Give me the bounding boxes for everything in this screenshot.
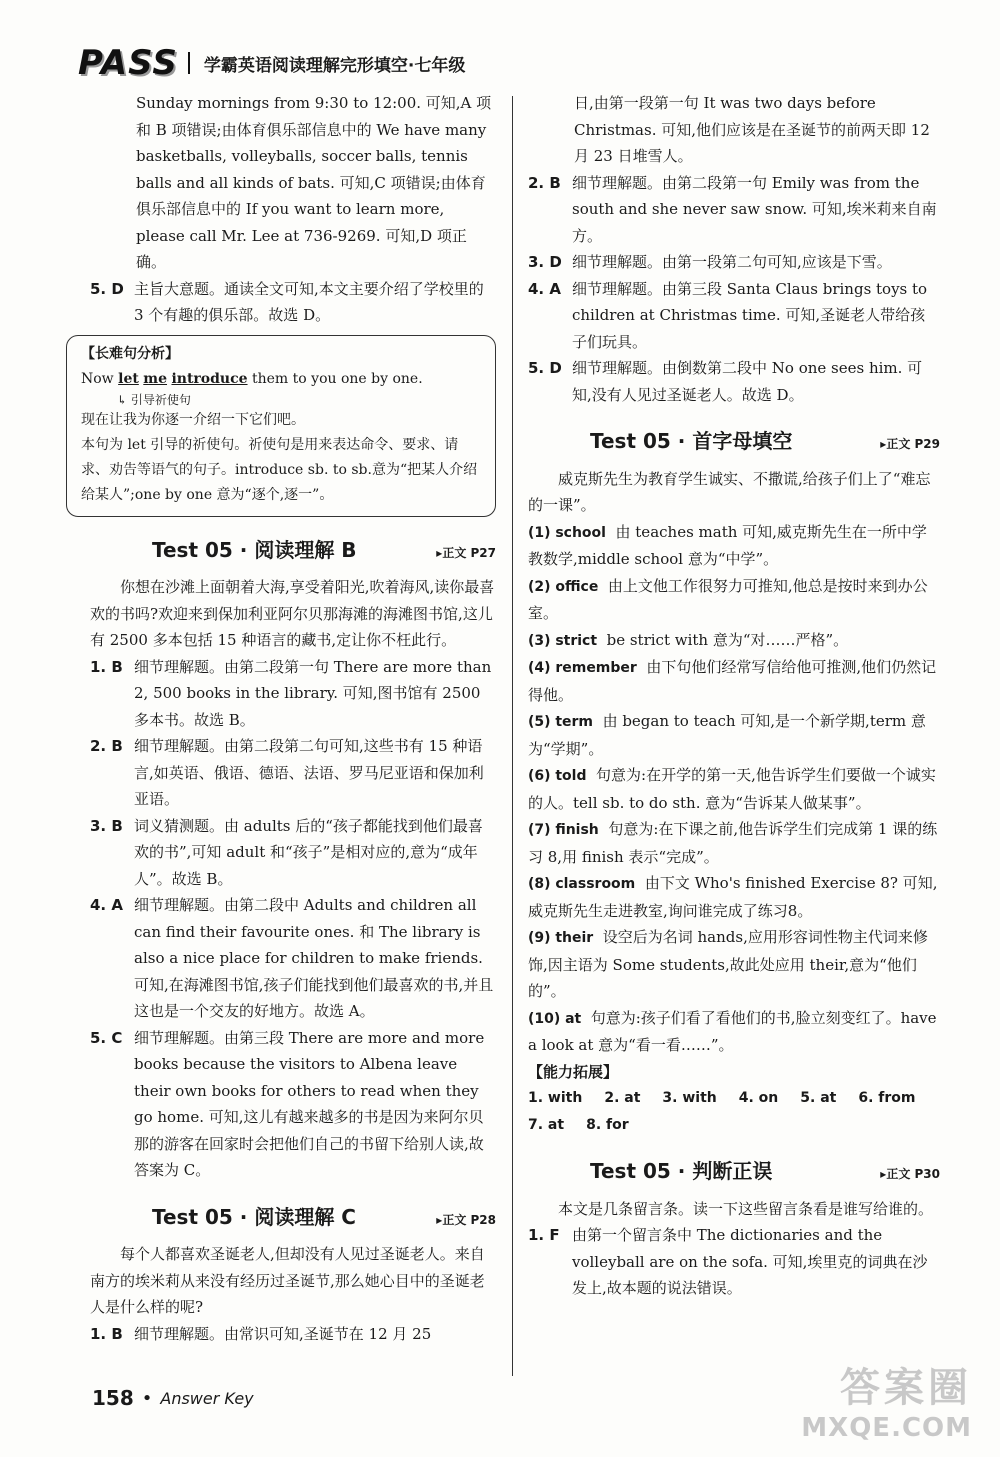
answer-item	[528, 1222, 940, 1302]
page-reference: ▸正文 P28	[436, 1212, 496, 1227]
answer-item	[528, 355, 940, 408]
page-number: 158	[92, 1386, 134, 1410]
sentence-keyword: me	[143, 370, 168, 387]
answer-text: 细节理解题。由第二段第一句 There are more than 2, 500 books in the library. 可知,图书馆有 2500 多本书。故选 B。	[134, 657, 492, 729]
fill-answer-item	[528, 573, 940, 627]
section-intro: 本文是几条留言条。读一下这些留言条看是谁写给谁的。	[558, 1199, 934, 1218]
answer-number: 4. A	[90, 896, 123, 914]
fill-explanation: 句意为:在开学的第一天,他告诉学生们要做一个诚实的人。tell sb. to do sth. 意为“告诉某人做某事”。	[528, 766, 936, 812]
fill-answer-item	[528, 1005, 940, 1059]
answer-item	[90, 892, 496, 1025]
fill-explanation: 由下文 Who's finished Exercise 8? 可知,威克斯先生走进教室,询问谁完成了练习8。	[528, 874, 938, 920]
continued-answer: Sunday mornings from 9:30 to 12:00. 可知,A 项和 B 项错误;由体育俱乐部信息中的 We have many basketballs, volleyballs, soccer balls, tennis balls and all kinds of bats. 可知,C 项错误;由体育俱乐部信息中的 If you want to learn more, please call Mr. Lee at 736-9269. 可知,D 项正确。	[136, 94, 492, 271]
fill-word: told	[555, 768, 587, 784]
page-footer	[92, 1386, 254, 1410]
watermark-logo: 答案圈	[840, 1365, 972, 1411]
fill-number: (9)	[528, 930, 551, 946]
grammar-note	[81, 392, 481, 408]
answer-item	[90, 654, 496, 734]
answer-number: 1. B	[90, 657, 123, 676]
answer-number: 3. D	[528, 253, 562, 271]
fill-answer-item	[528, 708, 940, 762]
extension-answer: 6. from	[858, 1090, 916, 1106]
extension-answer: 7. at	[528, 1116, 565, 1133]
fill-number: (10)	[528, 1010, 561, 1027]
fill-number: (5)	[528, 714, 551, 730]
answer-item	[528, 249, 940, 276]
extension-answer: 4. on	[738, 1090, 779, 1106]
extension-title: 【能力拓展】	[528, 1062, 619, 1081]
fill-word: finish	[555, 822, 599, 838]
answer-text: 主旨大意题。通读全文可知,本文主要介绍了学校里的 3 个有趣的俱乐部。故选 D。	[134, 279, 484, 324]
fill-word: classroom	[555, 876, 636, 892]
fill-number: (2)	[528, 578, 551, 595]
sentence-keyword: introduce	[171, 370, 248, 387]
section-heading	[90, 537, 496, 567]
left-column	[81, 90, 496, 1347]
answer-text: 词义猜测题。由 adults 后的“孩子都能找到他们最喜欢的书”,可知 adult 和“孩子”是相对应的,意为“成年人”。故选 B。	[134, 816, 483, 888]
sentence-explanation: 本句为 let 引导的祈使句。祈使句是用来表达命令、要求、请求、劝告等语气的句子。introduce sb. to sb.意为“把某人介绍给某人”;one by one 意为“逐个,逐一”。	[81, 436, 478, 503]
fill-explanation: 由 began to teach 可知,是一个新学期,term 意为“学期”。	[528, 712, 926, 758]
box-title: 【长难句分析】	[81, 345, 179, 362]
answer-item	[90, 1321, 496, 1348]
answer-number: 4. A	[528, 279, 561, 298]
fill-number: (6)	[528, 768, 551, 784]
answer-number: 5. C	[90, 1028, 123, 1047]
answer-text: 细节理解题。由第二段中 Adults and children all can find their favourite ones. 和 The library is also a nice place for children to make friends. 可知,在海滩图书馆,孩子们能找到他们最喜欢的书,并且这也是一个交友的好地方。故选 A。	[134, 896, 494, 1020]
fill-answer-item	[528, 627, 940, 655]
fill-answer-item	[528, 816, 940, 870]
continued-answer: 日,由第一段第一句 It was two days before Christmas. 可知,他们应该是在圣诞节的前两天即 12 月 23 日堆雪人。	[574, 94, 930, 165]
fill-answer-item	[528, 924, 940, 1005]
answer-number: 3. B	[90, 816, 123, 835]
sentence-part: Now	[81, 370, 114, 387]
section-intro: 每个人都喜欢圣诞老人,但却没有人见过圣诞老人。来自南方的埃米莉从来没有经历过圣诞节,那么她心目中的圣诞老人是什么样的呢?	[90, 1245, 485, 1316]
fill-number: (7)	[528, 822, 551, 838]
watermark-url: MXQE.COM	[801, 1413, 972, 1443]
extension-answer: 5. at	[800, 1090, 837, 1106]
pass-logo: PASS	[78, 43, 178, 83]
section-intro: 威克斯先生为教育学生诚实、不撒谎,给孩子们上了“难忘的一课”。	[528, 469, 931, 514]
fill-word: their	[555, 930, 594, 946]
section-heading	[528, 1158, 940, 1188]
answer-item	[90, 733, 496, 813]
fill-number: (1)	[528, 524, 551, 541]
answer-text: 由第一个留言条中 The dictionaries and the volleyball are on the sofa. 可知,埃里克的词典在沙发上,故本题的说法错误。	[572, 1226, 928, 1297]
right-column	[528, 90, 940, 1302]
answer-text: 细节理解题。由第一段第二句可知,应该是下雪。	[572, 253, 892, 271]
answer-item	[90, 276, 496, 329]
answer-text: 细节理解题。由第二段第二句可知,这些书有 15 种语言,如英语、俄语、德语、法语、罗马尼亚语和保加利亚语。	[134, 737, 484, 808]
sentence-part: them to you one by one.	[252, 370, 423, 387]
extension-answer: 2. at	[604, 1090, 641, 1106]
book-title: 学霸英语阅读理解完形填空·七年级	[203, 55, 466, 76]
fill-number: (8)	[528, 876, 551, 892]
fill-word: at	[565, 1010, 582, 1027]
extension-answer: 1. with	[528, 1090, 583, 1106]
fill-answer-item	[528, 762, 940, 816]
answer-text: 细节理解题。由常识可知,圣诞节在 12 月 25	[134, 1324, 432, 1343]
section-intro: 你想在沙滩上面朝着大海,享受着阳光,吹着海风,读你最喜欢的书吗?欢迎来到保加利亚阿尔贝那海滩的海滩图书馆,这儿有 2500 多本包括 15 种语言的藏书,定让你不枉此行。	[90, 578, 495, 649]
extension-answers	[528, 1085, 940, 1138]
answer-text: 细节理解题。由第三段 There are more and more books because the visitors to Albena leave their own books for others to read when they go home. 可知,这儿有越来越多的书是因为来阿尔贝那的游客在回家时会把他们自己的书留下给别人读,故答案为 C。	[134, 1028, 485, 1179]
page-reference: ▸正文 P29	[880, 437, 940, 451]
column-divider	[512, 96, 513, 1376]
section-title: Test 05 · 首字母填空	[590, 429, 793, 453]
fill-explanation: 句意为:孩子们看了看他们的书,脸立刻变红了。have a look at 意为“看一看……”。	[528, 1008, 937, 1054]
answer-item	[90, 1025, 496, 1184]
answer-item	[90, 813, 496, 893]
fill-answer-item	[528, 654, 940, 708]
footer-separator: •	[141, 1387, 153, 1409]
section-title: Test 05 · 阅读理解 C	[152, 1204, 356, 1229]
fill-explanation: 由 teaches math 可知,威克斯先生在一所中学教数学,middle school 意为“中学”。	[528, 522, 927, 568]
watermark	[801, 1356, 972, 1443]
answer-number: 5. D	[528, 359, 562, 377]
answer-number: 2. B	[528, 173, 561, 192]
fill-answer-item	[528, 519, 940, 573]
answer-item	[528, 170, 940, 250]
fill-word: strict	[555, 632, 598, 649]
fill-word: school	[555, 524, 606, 541]
arrow-icon: ↳	[117, 392, 128, 407]
answer-number: 2. B	[90, 737, 123, 755]
answer-number: 5. D	[90, 279, 124, 298]
answer-number: 1. B	[90, 1324, 123, 1343]
section-heading	[528, 428, 940, 458]
section-title: Test 05 · 判断正误	[590, 1159, 773, 1183]
fill-explanation: 设空后为名词 hands,应用形容词性物主代词来修饰,因主语为 Some students,故此处应用 their,意为“他们的”。	[528, 928, 928, 1000]
sentence-keyword: let	[118, 370, 139, 387]
fill-word: term	[555, 714, 594, 730]
answer-number: 1. F	[528, 1226, 560, 1244]
sentence-analysis-box	[66, 335, 496, 517]
answer-text: 细节理解题。由倒数第二段中 No one sees him. 可知,没有人见过圣诞老人。故选 D。	[572, 359, 923, 404]
answer-text: 细节理解题。由第二段第一句 Emily was from the south and she never saw snow. 可知,埃米莉来自南方。	[572, 173, 937, 245]
fill-word: office	[555, 578, 599, 595]
fill-answer-item	[528, 870, 940, 924]
fill-number: (4)	[528, 660, 551, 676]
section-title: Test 05 · 阅读理解 B	[152, 537, 357, 562]
page-reference: ▸正文 P30	[880, 1167, 940, 1181]
page-header	[78, 44, 465, 82]
fill-explanation: 句意为:在下课之前,他告诉学生们完成第 1 课的练习 8,用 finish 表示“完成”。	[528, 820, 938, 866]
answer-item	[528, 276, 940, 356]
fill-number: (3)	[528, 632, 551, 649]
extension-answer: 3. with	[662, 1090, 717, 1106]
extension-answer: 8. for	[586, 1116, 629, 1133]
page-reference: ▸正文 P27	[436, 545, 496, 560]
grammar-note-text: 引导祈使句	[130, 392, 191, 407]
section-heading	[90, 1204, 496, 1234]
fill-explanation: 由上文他工作很努力可推知,他总是按时来到办公室。	[528, 576, 928, 622]
fill-explanation: 由下句他们经常写信给他可推测,他们仍然记得他。	[528, 658, 937, 704]
fill-word: remember	[555, 660, 637, 676]
sentence-translation: 现在让我为你逐一介绍一下它们吧。	[81, 411, 305, 428]
answer-text: 细节理解题。由第三段 Santa Claus brings toys to children at Christmas time. 可知,圣诞老人带给孩子们玩具。	[572, 279, 928, 351]
header-divider	[188, 52, 190, 74]
fill-explanation: be strict with 意为“对……严格”。	[606, 630, 849, 649]
footer-label: Answer Key	[160, 1388, 254, 1408]
example-sentence	[81, 367, 481, 392]
